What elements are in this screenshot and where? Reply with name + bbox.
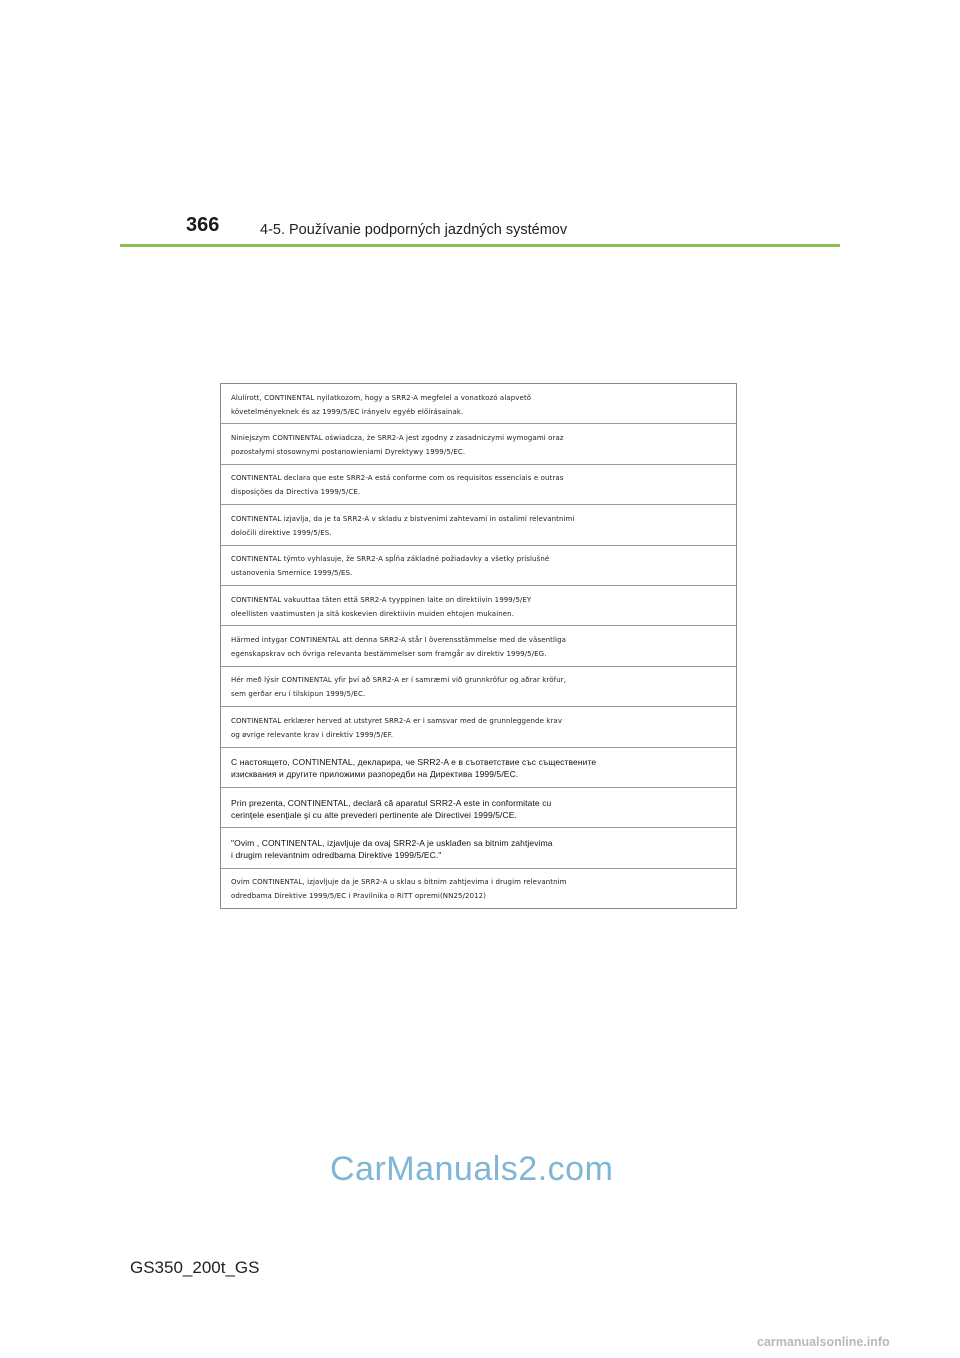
header-divider — [120, 244, 840, 247]
declaration-line: CONTINENTAL izjavlja, da je ta SRR2-A v skladu z bistvenimi zahtevami in ostalimi relevantnimi — [231, 514, 575, 523]
declaration-line: oleellisten vaatimusten ja sitä koskevien direktiivin muiden ehtojen mukainen. — [231, 609, 515, 618]
declaration-line: CONTINENTAL erklærer herved at utstyret SRR2-A er i samsvar med de grunnleggende krav — [231, 716, 563, 725]
declaration-line: pozostałymi stosownymi postanowieniami Dyrektywy 1999/5/EC. — [231, 448, 466, 457]
declaration-row — [221, 666, 736, 706]
watermark-logo: CarManuals2.com — [330, 1150, 614, 1188]
declaration-row — [221, 585, 736, 625]
declaration-line: С настоящето, CONTINENTAL, декларира, че SRR2-A е в съответствие със съществените — [231, 757, 597, 768]
footer-model-code: GS350_200t_GS — [130, 1258, 260, 1277]
declaration-line: disposições da Directiva 1999/5/CE. — [231, 488, 361, 497]
declaration-line: og øvrige relevante krav i direktiv 1999/5/EF. — [231, 730, 394, 739]
page-header — [120, 214, 840, 246]
declaration-row — [221, 545, 736, 585]
declaration-line: követelményeknek és az 1999/5/EC irányelv egyéb előírásainak. — [231, 407, 464, 416]
declaration-line: CONTINENTAL vakuuttaa täten että SRR2-A tyyppinen laite on direktiivin 1999/5/EY — [231, 595, 532, 604]
declaration-row — [221, 747, 736, 787]
declaration-row — [221, 868, 736, 908]
declaration-line: cerinţele esenţiale şi cu alte prevederi pertinente ale Directivei 1999/5/CE. — [231, 809, 517, 820]
declaration-line: CONTINENTAL týmto vyhlasuje, že SRR2-A spĺňa základné požiadavky a všetky príslušné — [231, 555, 550, 564]
declaration-line: "Ovim , CONTINENTAL, izjavljuje da ovaj SRR2-A je usklađen sa bitnim zahtjevima — [231, 837, 553, 848]
declaration-line: določili direktive 1999/5/ES. — [231, 528, 332, 537]
page-number: 366 — [186, 214, 220, 236]
declaration-line: Hér með lýsir CONTINENTAL yfir því að SRR2-A er í samræmi við grunnkröfur og aðrar kröfur, — [231, 676, 567, 685]
declaration-line: Niniejszym CONTINENTAL oświadcza, że SRR2-A jest zgodny z zasadniczymi wymogami oraz — [231, 434, 564, 443]
section-title: 4-5. Používanie podporných jazdných systémov — [260, 222, 568, 238]
declaration-row — [221, 504, 736, 544]
declaration-row — [221, 625, 736, 665]
declaration-row — [221, 384, 736, 423]
declaration-line: sem gerðar eru í tilskipun 1999/5/EC. — [231, 690, 366, 699]
declaration-line: Alulírott, CONTINENTAL nyilatkozom, hogy a SRR2-A megfelel a vonatkozó alapvető — [231, 393, 532, 402]
declaration-line: i drugim relevantnim odredbama Direktive 1999/5/EC." — [231, 849, 442, 860]
declaration-line: Härmed intygar CONTINENTAL att denna SRR2-A står I överensstämmelse med de väsentliga — [231, 636, 567, 645]
footer-site-watermark: carmanualsonline.info — [757, 1335, 890, 1349]
declaration-line: изисквания и другите приложими разпоредби на Директива 1999/5/ЕС. — [231, 769, 519, 780]
declaration-line: egenskapskrav och övriga relevanta bestämmelser som framgår av direktiv 1999/5/EG. — [231, 650, 547, 659]
declaration-row — [221, 464, 736, 504]
declaration-line: Ovim CONTINENTAL, izjavljuje da je SRR2-A u sklau s bitnim zahtjevima i drugim relevantnim — [231, 878, 567, 887]
declaration-line: odredbama Direktive 1999/5/EC i Pravilnika o RiTT opremi(NN25/2012) — [231, 892, 487, 901]
declaration-line: CONTINENTAL declara que este SRR2-A está conforme com os requisitos essenciais e outras — [231, 474, 564, 483]
declaration-row — [221, 827, 736, 867]
declaration-row — [221, 423, 736, 463]
declarations-table — [220, 383, 737, 909]
declaration-line: Prin prezenta, CONTINENTAL, declară că aparatul SRR2-A este in conformitate cu — [231, 797, 552, 808]
declaration-row — [221, 706, 736, 746]
declaration-line: ustanovenia Smernice 1999/5/ES. — [231, 569, 353, 578]
declaration-row — [221, 787, 736, 827]
